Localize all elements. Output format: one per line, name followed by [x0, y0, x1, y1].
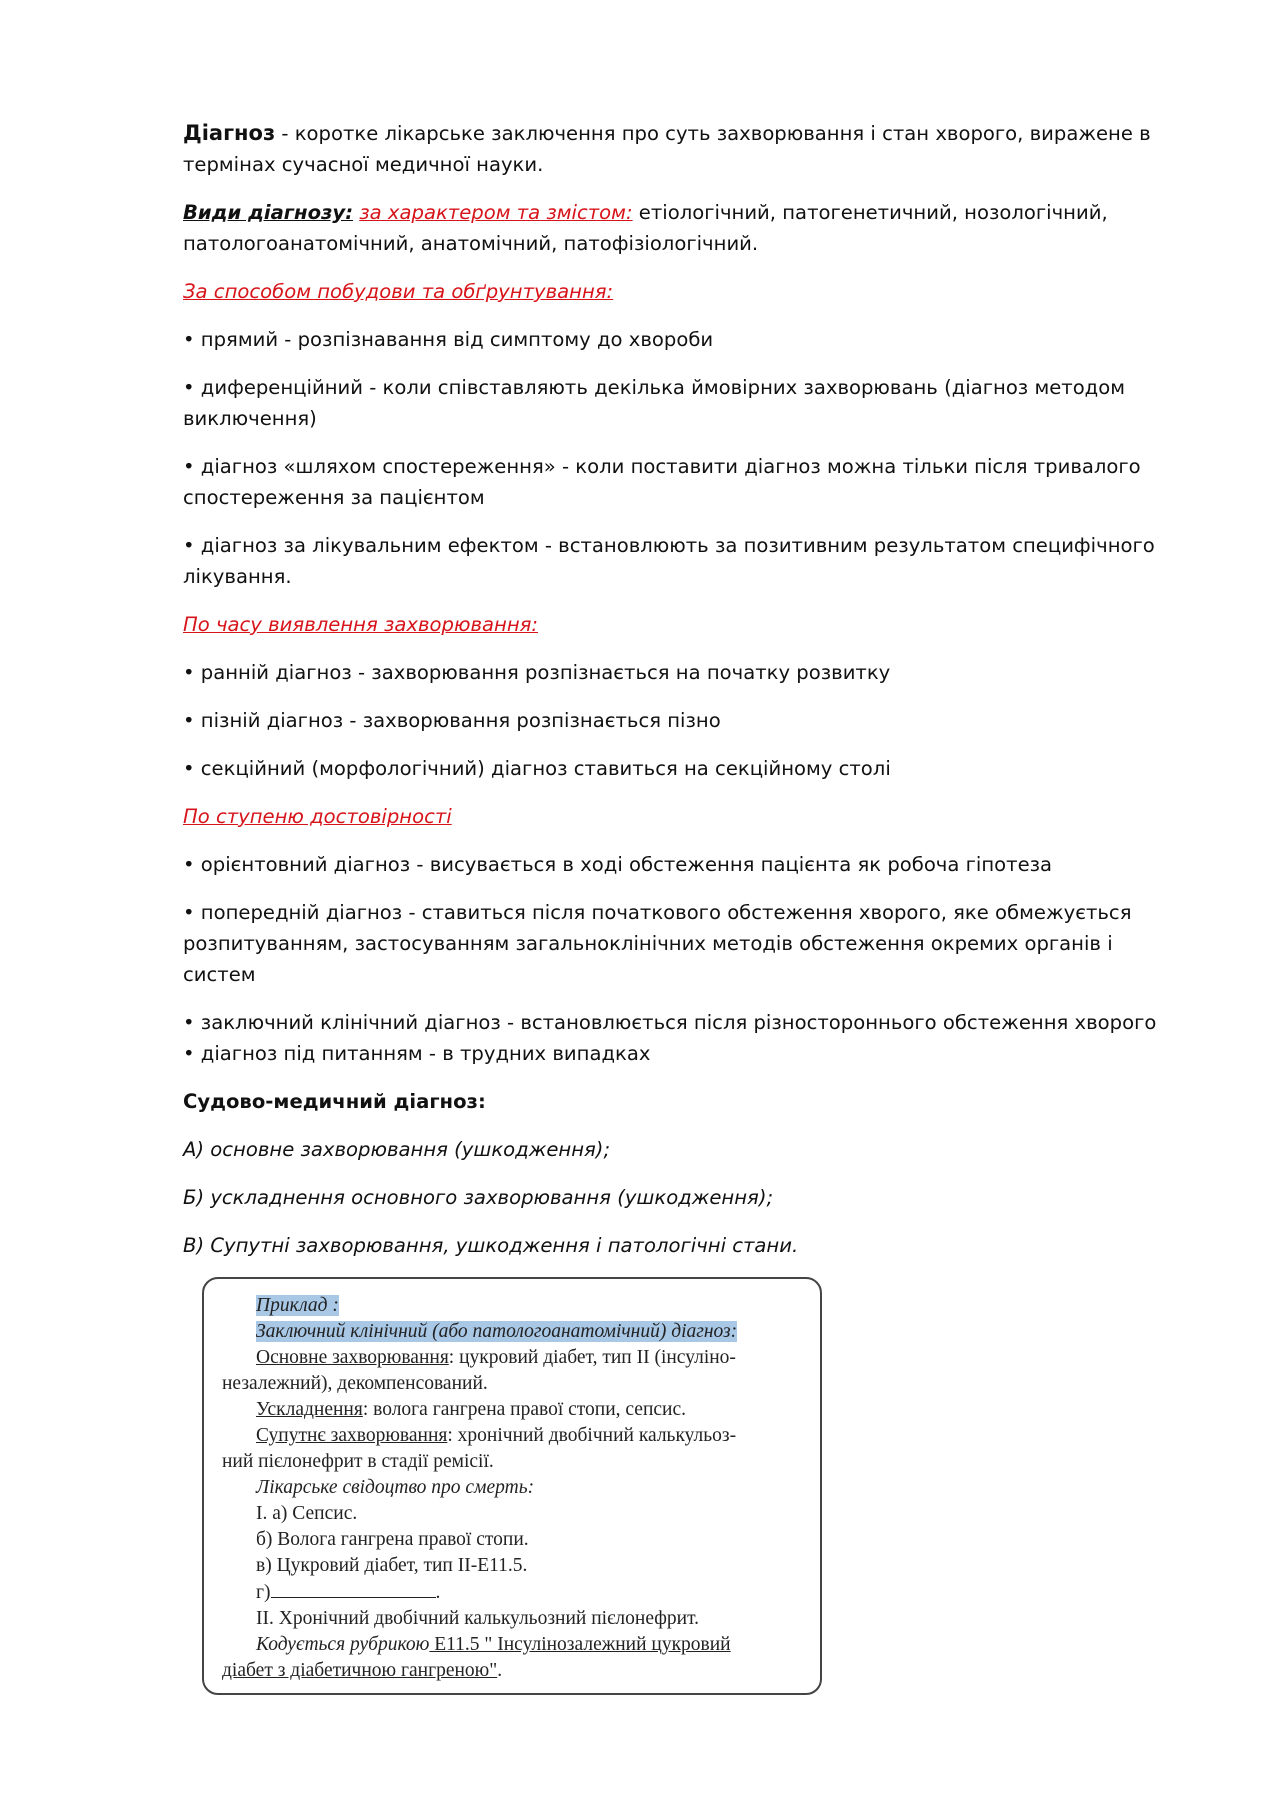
list-item: • діагноз за лікувальним ефектом - встановлюють за позитивним результатом специфічного лікування. [183, 534, 1155, 588]
concomitant-cont: ний пієлонефрит в стадії ремісії. [222, 1451, 494, 1472]
definition-term: Діагноз [183, 121, 276, 145]
blank-line [271, 1579, 436, 1598]
section-heading: По часу виявлення захворювання: [183, 613, 539, 636]
certificate-line-b: б) Волога гангрена правої стопи. [256, 1529, 529, 1550]
main-disease-text: : цукровий діабет, тип II (інсуліно- [448, 1347, 736, 1368]
code-label: Кодується рубрикою [256, 1634, 430, 1655]
certificate-line-ii: ІІ. Хронічний двобічний калькульозний пієлонефрит. [256, 1608, 699, 1629]
list-item: • прямий - розпізнавання від симптому до хвороби [183, 328, 714, 351]
kinds-category: за характером та змістом: [359, 201, 633, 224]
list-item: • орієнтовний діагноз - висувається в ході обстеження пацієнта як робоча гіпотеза [183, 853, 1053, 876]
main-disease-cont: незалежний), декомпенсований. [222, 1373, 488, 1394]
main-disease-label: Основне захворювання [256, 1347, 449, 1368]
list-item: • ранній діагноз - захворювання розпізнається на початку розвитку [183, 661, 891, 684]
forensic-title: Судово-медичний діагноз: [183, 1090, 486, 1113]
code-end: . [497, 1660, 503, 1681]
definition-paragraph [183, 118, 1163, 180]
concomitant-text: : хронічний двобічний калькульоз- [447, 1425, 737, 1446]
list-item: • діагноз «шляхом спостереження» - коли поставити діагноз можна тільки після тривалого спостереження за пацієнтом [183, 455, 1141, 509]
complication-label: Ускладнення [256, 1399, 363, 1420]
kinds-text: етіологічний, патогенетичний, нозологічний, патологоанатомічний, анатомічний, патофізіологічний. [183, 201, 1108, 255]
definition-text: - коротке лікарське заключення про суть захворювання і стан хворого, виражене в термінах сучасної медичної науки. [183, 122, 1151, 176]
section-heading: За способом побудови та обґрунтування: [183, 280, 614, 303]
list-item: • заключний клінічний діагноз - встановлюється після різностороннього обстеження хворого • діагноз під питанням - в трудних випадках [183, 1011, 1157, 1065]
code-cont: діабет з діабетичною гангреною" [222, 1660, 498, 1681]
kinds-paragraph [183, 197, 1163, 259]
certificate-line-a: І. а) Сепсис. [256, 1503, 358, 1524]
kinds-label: Види діагнозу: [183, 201, 354, 224]
example-title: Приклад : [256, 1295, 339, 1316]
example-subtitle: Заключний клінічний (або патологоанатомічний) діагноз: [256, 1321, 738, 1342]
certificate-title: Лікарське свідоцтво про смерть: [256, 1477, 535, 1498]
list-item: • секційний (морфологічний) діагноз ставиться на секційному столі [183, 757, 891, 780]
section-heading: По ступеню достовірності [183, 805, 452, 828]
document-page [183, 118, 1163, 1278]
certificate-line-d-end: . [435, 1582, 441, 1603]
forensic-item: Б) ускладнення основного захворювання (ушкодження); [183, 1186, 774, 1209]
code-text: Е11.5 " Інсулінозалежний цукровий [429, 1634, 731, 1655]
list-item: • пізній діагноз - захворювання розпізнається пізно [183, 709, 721, 732]
forensic-item: А) основне захворювання (ушкодження); [183, 1138, 611, 1161]
concomitant-label: Супутнє захворювання [256, 1425, 448, 1446]
example-box [202, 1277, 822, 1695]
forensic-item: В) Супутні захворювання, ушкодження і патологічні стани. [183, 1234, 799, 1257]
list-item: • попередній діагноз - ставиться після початкового обстеження хворого, яке обмежується розпитуванням, застосуванням загальноклінічних методів обстеження окремих органів і систем [183, 901, 1132, 986]
complication-text: : волога гангрена правої стопи, сепсис. [362, 1399, 687, 1420]
certificate-line-c: в) Цукровий діабет, тип ІІ-Е11.5. [256, 1555, 528, 1576]
certificate-line-d: г) [256, 1582, 271, 1603]
list-item: • диференційний - коли співставляють декілька ймовірних захворювань (діагноз методом виключення) [183, 376, 1126, 430]
